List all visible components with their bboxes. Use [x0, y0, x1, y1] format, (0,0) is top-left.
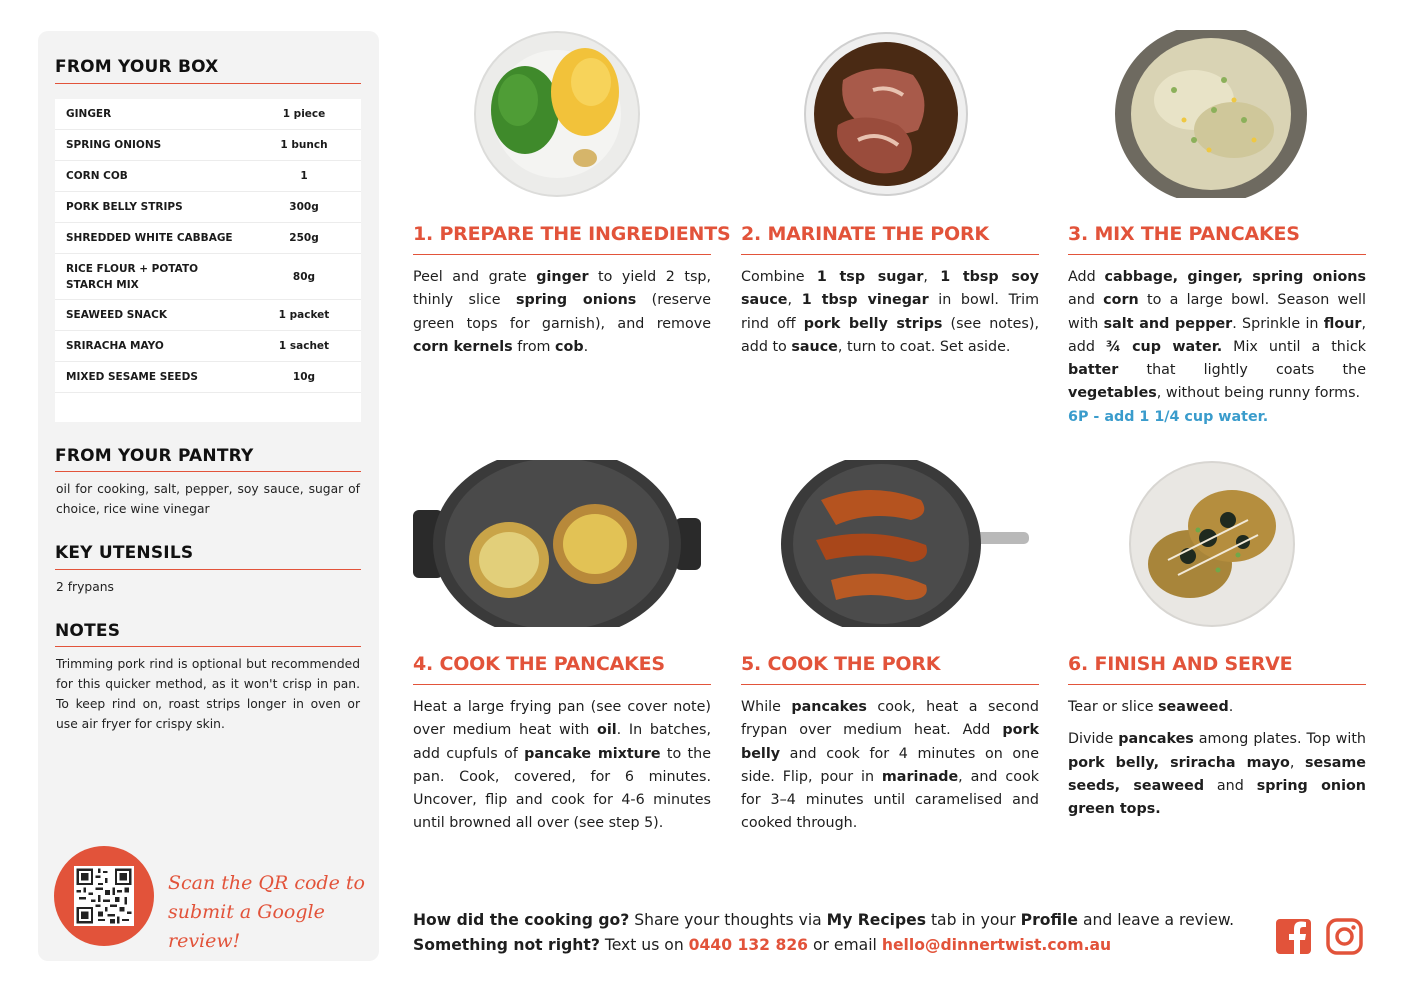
- table-row: [55, 362, 361, 393]
- step-4: [413, 460, 711, 860]
- body-text: Combine: [741, 269, 817, 285]
- body-text: to a large bowl. Season well with: [1068, 292, 1366, 332]
- table-row: [55, 223, 361, 254]
- footer-text: and leave a review.: [1077, 911, 1235, 929]
- emphasis-text: spring onion green tops.: [1068, 777, 1366, 818]
- serving-note: 6P - add 1 1/4 cup water.: [1068, 408, 1269, 425]
- pantry-text: oil for cooking, salt, pepper, soy sauce, sugar of choice, rice wine vinegar: [56, 482, 360, 516]
- ingredient-name: MIXED SESAME SEEDS: [66, 371, 198, 383]
- emphasis-text: seaweed: [1158, 699, 1229, 715]
- footer-question: Something not right?: [413, 936, 600, 954]
- emphasis-text: salt and pepper: [1103, 315, 1233, 332]
- emphasis-text: 1 tbsp vinegar: [801, 292, 929, 309]
- body-text: from: [512, 338, 556, 355]
- notes-text: Trimming pork rind is optional but recommended for this quicker method, as it won't crisp in pan. To keep rind on, roast strips longer in oven or use air fryer for crispy skin.: [56, 657, 360, 731]
- body-text: , without being runny forms.: [1156, 385, 1361, 402]
- step-6: [1068, 460, 1366, 860]
- emphasis-text: corn: [1103, 292, 1139, 309]
- body-text: and: [1204, 777, 1257, 794]
- body-text: and: [1068, 292, 1104, 309]
- step-paragraph: [741, 696, 1039, 836]
- qr-badge: [54, 846, 154, 946]
- profile-label: Profile: [1020, 911, 1078, 929]
- divider: [413, 684, 711, 685]
- step-1-body: [413, 266, 711, 359]
- divider: [55, 83, 361, 84]
- divider: [55, 569, 361, 570]
- ingredient-name: CORN COB: [66, 170, 128, 182]
- emphasis-text: spring onions: [515, 292, 637, 309]
- emphasis-text: marinade: [881, 768, 959, 785]
- step-paragraph: [741, 266, 1039, 359]
- step-4-title: 4. COOK THE PANCAKES: [413, 653, 665, 675]
- qr-caption: [168, 869, 368, 956]
- emphasis-text: ¾ cup water.: [1105, 338, 1223, 355]
- ingredient-qty: 10g: [292, 371, 316, 383]
- ingredient-name: RICE FLOUR + POTATO STARCH MIX: [66, 262, 199, 291]
- body-text: and cook for 4 minutes on one side. Flip, pour in: [741, 745, 1039, 785]
- table-row: [55, 254, 361, 300]
- step-2: [741, 30, 1039, 430]
- body-text: , and cook for 3–4 minutes until caramelised and cooked through.: [741, 768, 1039, 832]
- body-text: to the pan. Cook, covered, for 6 minutes. Uncover, flip and cook for 4-6 minutes until browned all over (see step 5).: [413, 745, 712, 832]
- footer-question: How did the cooking go?: [413, 911, 630, 929]
- table-row: [55, 130, 361, 161]
- body-text: While: [741, 699, 792, 715]
- footer-line-2: [413, 933, 1273, 958]
- divider: [1068, 684, 1366, 685]
- body-text: that lightly coats the: [1118, 362, 1366, 379]
- emphasis-text: corn kernels: [413, 338, 513, 355]
- emphasis-text: sauce: [791, 338, 838, 355]
- body-text: in bowl. Trim rind off: [741, 292, 1039, 332]
- divider: [741, 254, 1039, 255]
- emphasis-text: oil: [597, 722, 617, 739]
- ingredient-name: GINGER: [66, 108, 112, 120]
- emphasis-text: pancake mixture: [524, 745, 661, 762]
- emphasis-text: pancakes: [1118, 731, 1194, 748]
- prepared-ingredients-plate-image: [473, 30, 643, 200]
- emphasis-text: cabbage, ginger, spring onions: [1104, 269, 1366, 285]
- body-text: cook, heat a second frypan over medium heat. Add: [741, 699, 1039, 739]
- footer-text: or email: [808, 936, 882, 954]
- body-text: . In batches, add cupfuls of: [413, 722, 711, 762]
- from-your-box-heading: FROM YOUR BOX: [55, 57, 219, 77]
- body-text: ,: [787, 292, 802, 309]
- ingredient-name: SRIRACHA MAYO: [66, 340, 164, 352]
- footer-text: Share your thoughts via: [629, 911, 827, 929]
- step-2-body: [741, 266, 1039, 359]
- utensils-text: 2 frypans: [56, 580, 114, 594]
- qr-caption-line: Scan the QR code to: [168, 872, 365, 894]
- from-your-pantry-heading: FROM YOUR PANTRY: [55, 446, 254, 466]
- step-3-title: 3. MIX THE PANCAKES: [1068, 223, 1300, 245]
- step-paragraph: [1068, 266, 1366, 406]
- body-text: Peel and grate: [413, 269, 537, 285]
- body-text: Add: [1068, 269, 1105, 285]
- table-row: [55, 300, 361, 331]
- ingredient-qty: 300g: [289, 201, 319, 213]
- step-paragraph: [413, 696, 711, 836]
- emphasis-text: flour: [1323, 315, 1362, 332]
- step-6-title: 6. FINISH AND SERVE: [1068, 653, 1293, 675]
- ingredient-qty: 250g: [289, 232, 319, 244]
- divider: [741, 684, 1039, 685]
- emphasis-text: pork belly: [741, 722, 1039, 762]
- emphasis-text: ginger: [536, 269, 589, 285]
- my-recipes-label: My Recipes: [826, 911, 926, 929]
- pancakes-in-pan-image: [413, 460, 701, 627]
- step-2-title: 2. MARINATE THE PORK: [741, 223, 989, 245]
- divider: [55, 471, 361, 472]
- step-paragraph: [1068, 728, 1366, 821]
- step-4-body: [413, 696, 711, 836]
- body-text: (reserve green tops for garnish), and remove: [413, 292, 711, 332]
- footer-text: Text us on: [599, 936, 689, 954]
- step-5: [741, 460, 1039, 860]
- notes-heading: NOTES: [55, 621, 121, 641]
- body-text: .: [583, 338, 589, 355]
- ingredient-qty: 1: [300, 170, 308, 182]
- body-text: , turn to coat. Set aside.: [837, 338, 1011, 355]
- body-text: Divide: [1068, 731, 1119, 748]
- body-text: .: [1228, 699, 1234, 715]
- footer-text: tab in your: [925, 911, 1021, 929]
- emphasis-text: 1 tsp sugar: [816, 269, 924, 285]
- table-row: [55, 161, 361, 192]
- step-1: [413, 30, 731, 430]
- body-text: . Sprinkle in: [1232, 315, 1324, 332]
- qr-caption-line: submit a Google review!: [168, 901, 325, 952]
- pork-in-frypan-image: [781, 460, 1029, 627]
- body-text: among plates. Top with: [1193, 731, 1366, 748]
- step-5-body: [741, 696, 1039, 836]
- emphasis-text: pork belly, sriracha mayo: [1068, 754, 1290, 771]
- phone-link[interactable]: 0440 132 826: [688, 936, 809, 954]
- table-row: [55, 99, 361, 130]
- divider: [55, 646, 361, 647]
- body-text: Mix until a thick: [1222, 338, 1366, 355]
- ingredient-qty: 1 piece: [282, 108, 326, 120]
- emphasis-text: pancakes: [791, 699, 867, 715]
- body-text: ,: [923, 269, 941, 285]
- emphasis-text: batter: [1068, 362, 1119, 379]
- ingredient-qty: 80g: [292, 270, 316, 283]
- footer-line-1: [413, 908, 1273, 933]
- body-text: Heat a large frying pan (see cover note) over medium heat with: [413, 699, 711, 739]
- ingredient-qty: 1 bunch: [280, 139, 328, 151]
- step-3-body: [1068, 266, 1366, 429]
- key-utensils-heading: KEY UTENSILS: [55, 543, 194, 563]
- emphasis-text: cob: [555, 338, 584, 355]
- body-text: to yield 2 tsp, thinly slice: [413, 269, 712, 309]
- emphasis-text: 1 tbsp soy sauce: [741, 269, 1039, 309]
- marinating-pork-bowl-image: [803, 30, 969, 198]
- emphasis-text: pork belly strips: [803, 315, 943, 332]
- divider: [1068, 254, 1366, 255]
- step-6-body: [1068, 696, 1366, 821]
- ingredient-qty: 1 sachet: [278, 340, 330, 352]
- ingredient-name: PORK BELLY STRIPS: [66, 201, 183, 213]
- step-paragraph: [413, 266, 711, 359]
- divider: [413, 254, 711, 255]
- table-row: [55, 331, 361, 362]
- feedback-footer: [413, 908, 1273, 958]
- step-3: [1068, 30, 1366, 430]
- step-1-title: 1. PREPARE THE INGREDIENTS: [413, 223, 731, 245]
- table-row: [55, 192, 361, 223]
- emphasis-text: sesame seeds, seaweed: [1068, 754, 1366, 794]
- email-link[interactable]: hello@dinnertwist.com.au: [881, 936, 1112, 954]
- facebook-icon[interactable]: [1276, 918, 1312, 956]
- ingredient-name: SPRING ONIONS: [66, 139, 162, 151]
- emphasis-text: vegetables: [1068, 385, 1157, 402]
- body-text: ,: [1289, 754, 1306, 771]
- body-text: Tear or slice: [1068, 699, 1159, 715]
- step-paragraph: [1068, 696, 1366, 719]
- qr-code[interactable]: [74, 866, 134, 926]
- finished-dish-plate-image: [1128, 460, 1296, 628]
- ingredient-name: SEAWEED SNACK: [66, 309, 168, 321]
- pancake-batter-bowl-image: [1114, 30, 1308, 198]
- step-5-title: 5. COOK THE PORK: [741, 653, 941, 675]
- ingredient-name: SHREDDED WHITE CABBAGE: [66, 232, 233, 244]
- body-text: (see notes), add to: [741, 315, 1039, 355]
- body-text: , add: [1068, 315, 1366, 355]
- ingredient-qty: 1 packet: [278, 309, 330, 321]
- instagram-icon[interactable]: [1326, 918, 1362, 956]
- ingredients-table: [55, 99, 361, 422]
- sidebar: [38, 31, 379, 961]
